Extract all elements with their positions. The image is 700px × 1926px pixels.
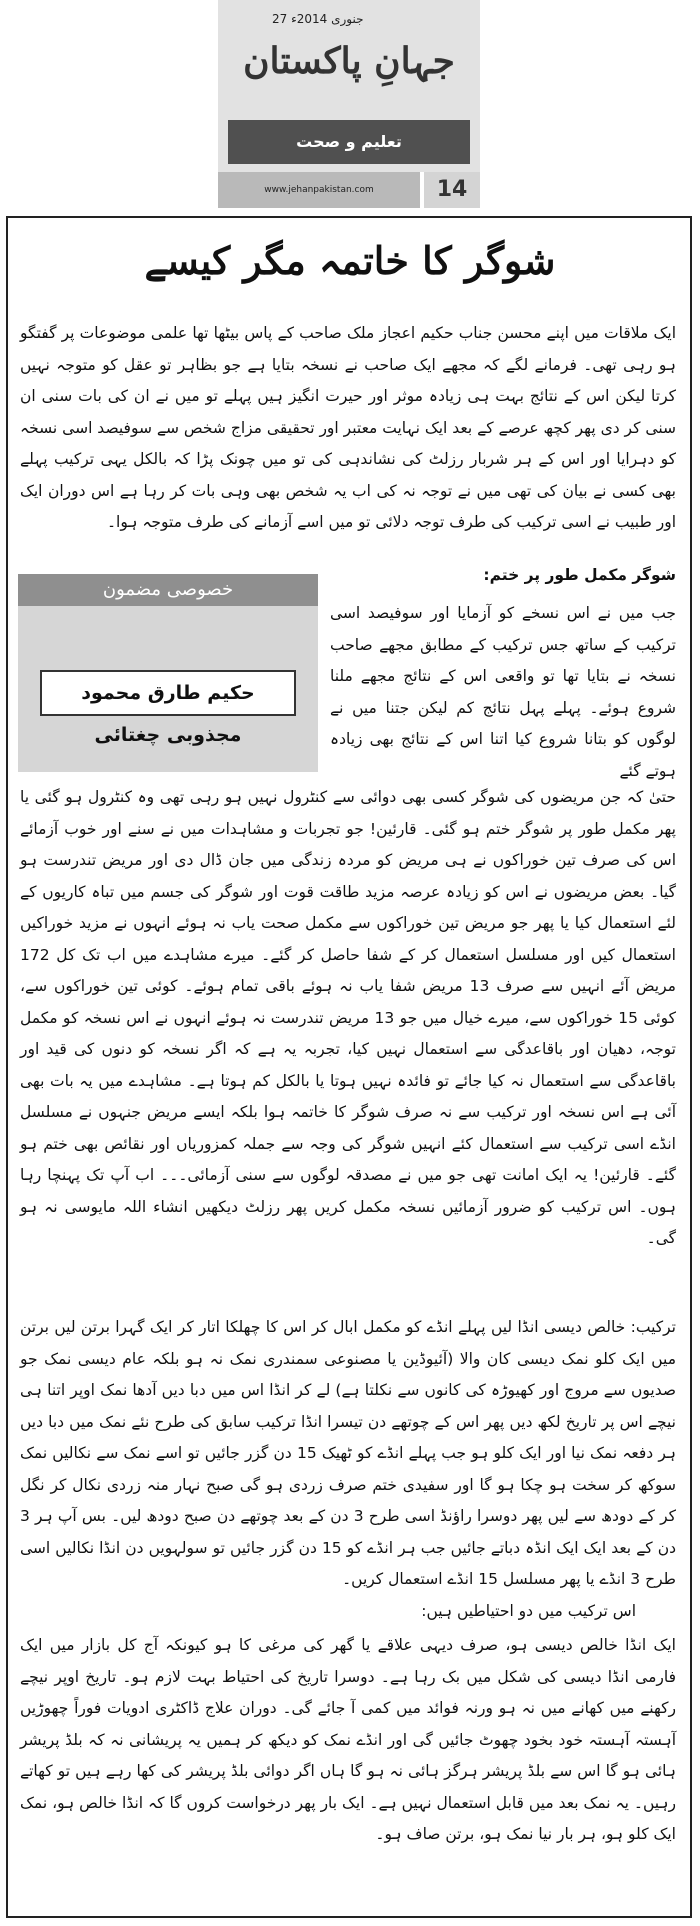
byline-label: خصوصی مضمون <box>18 574 318 606</box>
article-side-text: جب میں نے اس نسخے کو آزمایا اور سوفیصد اسی ترکیب کے ساتھ جس ترکیب کے مطابق مجھے صاحب نسخہ نے بتایا تھا تو واقعی اس کے نتائج مجھے ملنا شروع ہوئے۔ پہلے پہل نتائج کم لیکن جتنا میں نے لوگوں کو بتانا شروع کیا اتنا اس کے نتائج بھی زیادہ ہوتے گئے <box>330 604 676 780</box>
section-title: تعلیم و صحت <box>228 120 470 164</box>
precautions-text: ایک انڈا خالص دیسی ہو، صرف دیہی علاقے یا گھر کی مرغی کا ہو کیونکہ آج کل بازار میں ایک فارمی انڈا دیسی کی شکل میں بک رہا ہے۔ دوسرا تاریخ کی احتیاط بہت لازم ہو۔ تاریخ اوپر نیچے رکھنے میں کھانے میں نہ ہو ورنہ فوائد میں کمی آ جائے گی۔ دوران علاج ڈاکٹری ادویات فوراً چھوڑیں آہستہ آہستہ خود بخود چھوٹ جائیں گی اور انڈے نمک کو دیکھ کر ہمیں یہ پریشانی نہ کہ بلڈ پریشر ہائی ہو گا اس سے بلڈ پریشر ہرگز ہائی نہ ہو گا ہاں اگر دوائی بلڈ پریشر کی کھا رہے ہیں تو کھاتے رہیں۔ یہ نمک بعد میں قابل استعمال نہیں ہے۔ ایک بار پھر درخواست کروں گا کہ انڈا خالص ہو، نمک ایک کلو ہو، ہر بار نیا نمک ہو، برتن صاف ہو۔ <box>20 1636 676 1843</box>
precautions-heading: اس ترکیب میں دو احتیاطیں ہیں: <box>421 1602 636 1620</box>
article-title: شوگر کا خاتمہ مگر کیسے <box>144 238 556 283</box>
page-number: 14 <box>424 172 480 208</box>
recipe-text: ترکیب: خالص دیسی انڈا لیں پہلے انڈے کو مکمل ابال کر اس کا چھلکا اتار کر ایک گہرا برتن لیں برتن میں ایک کلو نمک دیسی کان والا (آئیوڈین یا مصنوعی سمندری نمک نہ ہو بلکہ عام دیسی نمک جو صدیوں سے مروج اور کھیوڑہ کی کانوں سے نکلتا ہے) لے کر انڈا اس میں دبا دیں آدھا نمک اوپر اتنا ہی نیچے اس پر تاریخ لکھ دیں پھر اس کے چوتھے دن تیسرا انڈا ترکیب سابق کی طرح نئے نمک میں دبا دیں ہر دفعہ نمک نیا اور ایک کلو ہو جب پہلے انڈے کو ٹھیک 15 دن گزر جائیں تو اسے نمک سے نکالیں نمک سوکھ کر سخت ہو چکا ہو گا اور سفیدی ختم صرف زردی ہو گی صبح نہار منہ زردی نکال کر نگل کر کے دودھ سے لیں پھر دوسرا راؤنڈ اسی طرح 3 دن کے بعد چوتھے دن صبح دودھ لیں۔ بس آپ ہر 3 دن کے بعد ایک ایک انڈہ دباتے جائیں جب ہر انڈے کو 15 دن گزر جائیں تو سولہویں دن انڈا نکالیں اسی طرح 3 انڈے یا پھر مسلسل 15 انڈے استعمال کریں۔ <box>20 1318 677 1588</box>
byline-author: حکیم طارق محمود مجذوبی چغتائی <box>40 670 296 716</box>
newspaper-logo: جہانِ پاکستان <box>243 40 455 82</box>
article-intro: ایک ملاقات میں اپنے محسن جناب حکیم اعجاز ملک صاحب کے پاس بیٹھا تھا علمی موضوعات پر گفتگو ہو رہی تھی۔ فرمانے لگے کہ مجھے ایک صاحب نے نسخہ بتایا ہے جو بظاہر تو عقل کو متوجہ نہیں کرتا لیکن اس کے نتائج بہت ہی زیادہ موثر اور حیرت انگیز ہیں پہلے تو میں نے ان کی بات سنی ان سنی کر دی پھر کچھ عرصے کے بعد ایک نہایت معتبر اور تحقیقی مزاج شخص سے سوفیصد اسی نسخہ کو دہرایا اور اس کے ہر شربار رزلٹ کی نشاندہی کی تو میں چونک پڑا کہ بالکل یہی ترکیب پہلے بھی کسی نے بیان کی تھی میں نے توجہ نہ کی اب یہ شخص بھی وہی بات کر رہا ہے اس دوران ایک اور طبیب نے اسی ترکیب کی طرف توجہ دلائی تو میں اسے آزمانے کی طرف متوجہ ہوا۔ <box>20 324 676 531</box>
website-url[interactable]: www.jehanpakistan.com <box>218 172 420 208</box>
article-body: حتیٰ کہ جن مریضوں کی شوگر کسی بھی دوائی سے کنٹرول نہیں ہو رہی تھی وہ کنٹرول ہو گئی یا پھر مکمل طور پر شوگر ختم ہو گئی۔ قارئین! جو تجربات و مشاہدات میں نے سنے اور خوب آزمائے اس کی صرف تین خوراکوں نے ہی مریض کو مردہ زندگی میں جان ڈال دی اور مریض تندرست ہو گیا۔ بعض مریضوں نے اس کو زیادہ عرصہ مزید طاقت قوت اور شوگر کی جسم میں تباہ کاریوں کے لئے استعمال کیا یا پھر جو مریض تین خوراکوں سے مکمل صحت یاب نہ ہوئے انہوں نے مزید خوراکیں استعمال کیں اور مسلسل استعمال کر کے شفا حاصل کر گئے۔ میرے مشاہدے میں اب تک کل 172 مریض آئے انہیں سے صرف 13 مریض شفا یاب نہ ہوئے باقی تمام ہوئے۔ کوئی تین خوراکوں سے، کوئی 15 خوراکوں سے، میرے خیال میں جو 13 مریض تندرست نہ ہوئے انہوں نے اس نسخہ کو مکمل توجہ، دھیان اور باقاعدگی سے استعمال نہیں کیا، تجربہ یہ ہے کہ اگر نسخہ کو دنوں کی قید اور باقاعدگی سے استعمال نہ کیا جائے تو فائدہ نہیں ہوتا یا بالکل کم ہوتا ہے۔ مشاہدے میں یہ بات بھی آئی ہے اس نسخہ اور ترکیب سے نہ صرف شوگر کا خاتمہ ہوا بلکہ ایسے مریض جنہوں نے مسلسل انڈے اسی ترکیب سے استعمال کئے انہیں شوگر کی وجہ سے جملہ کمزوریاں اور نقائص بھی ختم ہو گئے۔ قارئین! یہ ایک امانت تھی جو میں نے مصدقہ لوگوں سے سنی آزمائی۔۔۔ اب آپ تک پہنچا رہا ہوں۔ اس ترکیب کو ضرور آزمائیں نسخہ مکمل کریں پھر رزلٹ دیکھیں انشاء اللہ مایوسی نہ ہو گی۔ <box>20 788 677 1247</box>
article-subhead: شوگر مکمل طور پر ختم: <box>483 566 676 584</box>
byline-box <box>18 574 318 772</box>
masthead-banner <box>218 0 480 172</box>
issue-date: 27 جنوری 2014ء <box>272 12 364 26</box>
masthead <box>218 0 480 208</box>
